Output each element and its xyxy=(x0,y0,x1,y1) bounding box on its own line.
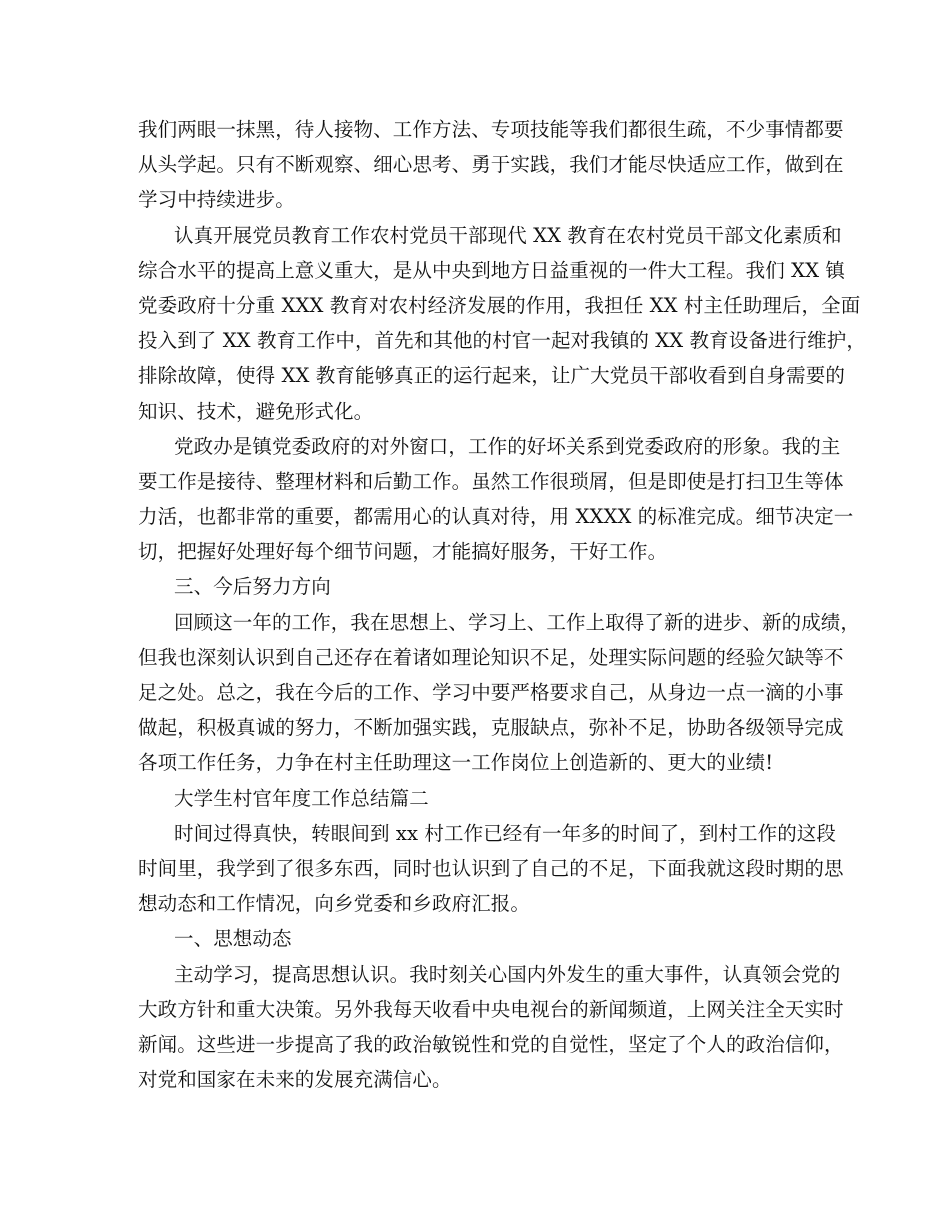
text-line: 大学生村官年度工作总结篇二 xyxy=(174,786,429,810)
text-line: 要工作是接待、整理材料和后勤工作。虽然工作很琐屑，但是即使是打扫卫生等体 xyxy=(138,469,844,493)
text-line: 大政方针和重大决策。另外我每天收看中央电视台的新闻频道，上网关注全天实时 xyxy=(138,997,844,1021)
text-line: 我们两眼一抹黑，待人接物、工作方法、专项技能等我们都很生疏，不少事情都要 xyxy=(138,118,844,141)
document-page xyxy=(138,112,866,1097)
text-line: 学习中持续进步。 xyxy=(138,188,295,212)
text-line: 投入到了 XX 教育工作中，首先和其他的村官一起对我镇的 XX 教育设备进行维护， xyxy=(138,329,866,353)
text-line: 知识、技术，避免形式化。 xyxy=(138,399,374,423)
text-line: 认真开展党员教育工作农村党员干部现代 XX 教育在农村党员干部文化素质和 xyxy=(174,223,842,247)
text-line: 排除故障，使得 XX 教育能够真正的运行起来，让广大党员干部收看到自身需要的 xyxy=(138,364,845,388)
text-line: 综合水平的提高上意义重大，是从中央到地方日益重视的一件大工程。我们 XX 镇 xyxy=(138,258,845,282)
text-line: 时间里，我学到了很多东西，同时也认识到了自己的不足，下面我就这段时期的思 xyxy=(138,856,844,880)
text-line: 但我也深刻认识到自己还存在着诸如理论知识不足，处理实际问题的经验欠缺等不 xyxy=(138,645,844,669)
text-line: 党委政府十分重 XXX 教育对农村经济发展的作用，我担任 XX 村主任助理后，全面 xyxy=(138,293,861,317)
text-line: 时间过得真快，转眼间到 xx 村工作已经有一年多的时间了，到村工作的这段 xyxy=(174,821,836,845)
text-line: 回顾这一年的工作，我在思想上、学习上、工作上取得了新的进步、新的成绩， xyxy=(174,610,861,634)
text-line: 从头学起。只有不断观察、细心思考、勇于实践，我们才能尽快适应工作，做到在 xyxy=(138,153,844,177)
text-line: 想动态和工作情况，向乡党委和乡政府汇报。 xyxy=(138,892,531,916)
text-line: 一、思想动态 xyxy=(174,927,292,951)
text-line: 对党和国家在未来的发展充满信心。 xyxy=(138,1068,452,1092)
text-line: 党政办是镇党委政府的对外窗口，工作的好坏关系到党委政府的形象。我的主 xyxy=(174,434,841,458)
text-line: 切，把握好处理好每个细节问题，才能搞好服务，干好工作。 xyxy=(138,540,668,564)
text-line: 新闻。这些进一步提高了我的政治敏锐性和党的自觉性，坚定了个人的政治信仰， xyxy=(138,1032,844,1056)
text-line: 足之处。总之，我在今后的工作、学习中要严格要求自己，从身边一点一滴的小事 xyxy=(138,681,844,704)
text-line: 做起，积极真诚的努力，不断加强实践，克服缺点，弥补不足，协助各级领导完成 xyxy=(138,716,844,740)
text-line: 力活，也都非常的重要，都需用心的认真对待，用 XXXX 的标准完成。细节决定一 xyxy=(138,505,854,529)
text-line: 主动学习，提高思想认识。我时刻关心国内外发生的重大事件，认真领会党的 xyxy=(174,962,841,986)
text-line: 各项工作任务，力争在村主任助理这一工作岗位上创造新的、更大的业绩! xyxy=(138,751,774,775)
text-line: 三、今后努力方向 xyxy=(174,575,331,599)
